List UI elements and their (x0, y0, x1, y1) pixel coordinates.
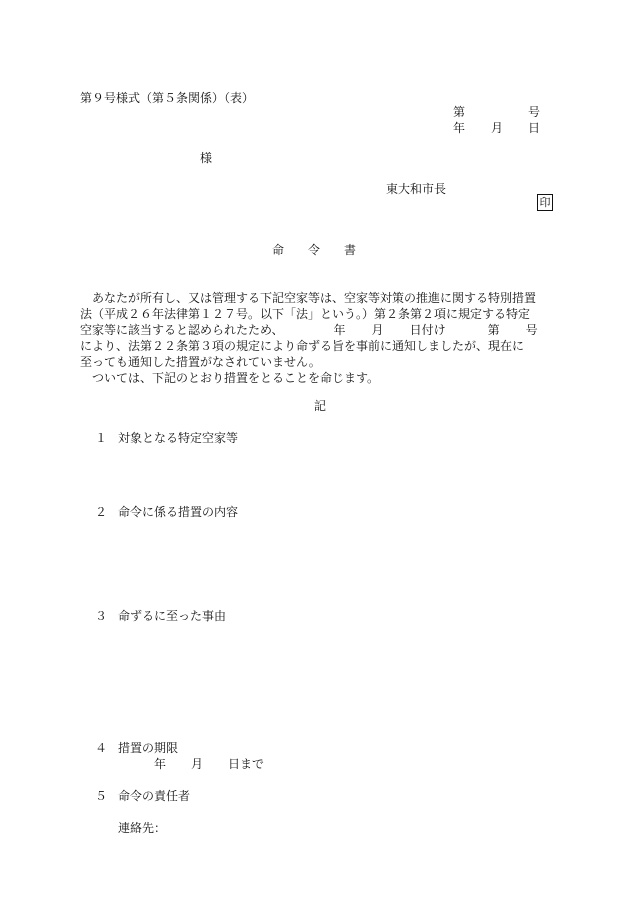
body-line-2: 法（平成２６年法律第１２７号。以下「法」という。）第２条第２項に規定する特定 (80, 307, 531, 321)
body-line-3-go: 号 (525, 323, 538, 337)
date-day: 日 (528, 121, 541, 135)
item-1-number: １ (95, 431, 108, 445)
item-4-label: 措置の期限 (118, 741, 179, 755)
body-line-1: あなたが所有し、又は管理する下記空家等は、空家等対策の推進に関する特別措置 (92, 291, 537, 305)
item-2-label: 命令に係る措置の内容 (118, 505, 239, 519)
date-year: 年 (453, 121, 466, 135)
body-line-5: 至っても通知した措置がなされていません。 (80, 355, 321, 369)
date-month: 月 (491, 121, 504, 135)
number-go: 号 (528, 105, 541, 119)
body-line-3-year: 年 (333, 323, 346, 337)
addressee-suffix: 様 (200, 151, 213, 165)
document-title: 命 令 書 (272, 243, 357, 257)
item-4-number: ４ (95, 741, 108, 755)
body-line-3-text: 空家等に該当すると認められたため、 (80, 323, 284, 337)
item-5-label: 命令の責任者 (118, 789, 191, 803)
item-4-day: 日まで (228, 757, 265, 771)
item-3-number: ３ (95, 609, 108, 623)
item-4-month: 月 (191, 757, 204, 771)
number-dai: 第 (453, 105, 466, 119)
body-line-3-month: 月 (371, 323, 384, 337)
body-line-3 (80, 322, 552, 338)
ki-heading: 記 (314, 399, 327, 413)
item-1-label: 対象となる特定空家等 (118, 431, 239, 445)
seal-mark: 印 (537, 194, 553, 211)
body-line-4: により、法第２２条第３項の規定により命ずる旨を事前に通知しましたが、現在に (80, 339, 525, 353)
item-5-number: ５ (95, 789, 108, 803)
item-4-year: 年 (154, 757, 167, 771)
item-3-label: 命ずるに至った事由 (118, 609, 227, 623)
form-id: 第９号様式（第５条関係）（表） (80, 91, 255, 105)
contact-label: 連絡先： (118, 821, 167, 835)
issuer: 東大和市長 (386, 182, 447, 196)
item-2-number: ２ (95, 505, 108, 519)
body-line-6: ついては、下記のとおり措置をとることを命じます。 (92, 371, 380, 385)
body-line-3-day: 日付け (409, 323, 446, 337)
body-text (80, 290, 552, 386)
body-line-3-dai: 第 (487, 323, 500, 337)
